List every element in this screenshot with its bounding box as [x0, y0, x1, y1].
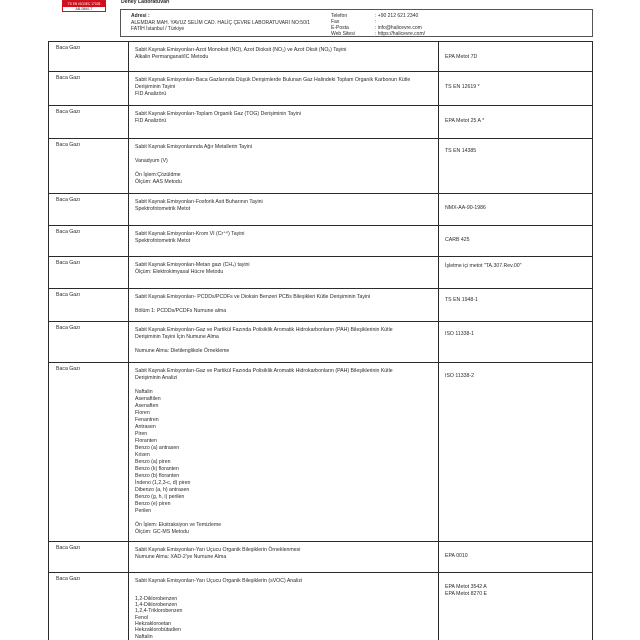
description-line: Benzo (e) piren	[135, 501, 171, 507]
standard-cell	[439, 289, 592, 321]
matrix-cell	[49, 289, 129, 321]
table-row	[49, 194, 592, 226]
table-row	[49, 226, 592, 257]
matrix-label: Baca Gazı	[56, 142, 81, 148]
description-block	[135, 158, 434, 165]
description-block	[135, 111, 434, 125]
table-row	[49, 573, 592, 640]
method-description-cell	[129, 226, 439, 256]
table-row	[49, 139, 592, 194]
description-line: Ön İşlem:Çözüldme	[135, 172, 181, 178]
standard-line: NMX-AA-90-1986	[445, 204, 486, 211]
description-line: Benzo (k) floranten	[135, 466, 179, 472]
description-line: Derişiminin Tayini İçin Numune Alma	[135, 334, 219, 340]
method-description-cell	[129, 42, 439, 71]
address-line-1: ALEMDAR MAH. YAVUZ SELİM CAD. HALİÇ ÇEVRE LABORATUVARI NO:50/1	[131, 20, 311, 26]
description-block	[135, 578, 434, 584]
description-block	[135, 262, 434, 276]
table-row	[49, 363, 592, 542]
description-line: Hekzakloroetan	[135, 620, 172, 627]
description-line: Floranten	[135, 438, 157, 444]
description-line: Vanadyum (V)	[135, 158, 168, 164]
description-line: Numune Alma: Dietilenglikole Örnekleme	[135, 348, 230, 354]
lab-type-title: Deney Laboratuvarı	[121, 0, 170, 5]
standard-line: EPA Metot 7D	[445, 53, 478, 60]
matrix-label: Baca Gazı	[56, 45, 81, 51]
matrix-label: Baca Gazı	[56, 260, 81, 266]
description-block	[135, 522, 434, 536]
matrix-label: Baca Gazı	[56, 109, 81, 115]
description-line: Asenaftilen	[135, 396, 161, 402]
description-line: Perilen	[135, 508, 152, 514]
contact-value-fax: :	[375, 19, 377, 25]
description-block	[135, 308, 434, 315]
accreditation-logo	[62, 0, 106, 12]
standard-line: TS EN 12619 *	[445, 83, 480, 90]
matrix-cell	[49, 257, 129, 288]
description-line: Fenol	[135, 614, 148, 621]
description-line: Ön İşlem: Ekstraksiyon ve Temizleme	[135, 522, 222, 528]
description-line: Sabit Kaynak Emisyonları-Yarı Uçucu Organik Bileşiklerin Örneklenmesi	[135, 547, 301, 553]
description-line: Spektrofotometrik Metot	[135, 206, 191, 212]
standard-line: TS EN 14385	[445, 147, 477, 154]
method-description-cell	[129, 322, 439, 362]
matrix-cell	[49, 542, 129, 572]
method-description-cell	[129, 194, 439, 225]
address-line-2: FATİH İstanbul / Türkiye	[131, 26, 185, 32]
description-line: Sabit Kaynak Emisyonları-Gaz ve Partikül Fazında Polisiklik Aromatik Hidrokarbonların (PAH) Bileşiklerinin Kütle	[135, 327, 393, 333]
description-line: Antrasen	[135, 424, 156, 430]
standard-line: ISO 11338-1	[445, 330, 475, 337]
standard-line: EPA Metot 8270 E	[445, 590, 488, 597]
standard-cell	[439, 322, 592, 362]
matrix-label: Baca Gazı	[56, 366, 81, 372]
standard-cell	[439, 72, 592, 105]
description-line: Sabit Kaynak Emisyonları-Toplam Organik Gaz (TOG) Derişiminin Tayini	[135, 111, 301, 117]
description-block	[135, 596, 434, 640]
table-row	[49, 72, 592, 106]
matrix-label: Baca Gazı	[56, 197, 81, 203]
method-description-cell	[129, 542, 439, 572]
standard-line: TS EN 1948-1	[445, 296, 478, 303]
standard-cell	[439, 42, 592, 71]
standard-cell	[439, 257, 592, 288]
table-row	[49, 257, 592, 289]
contact-value-website: : https://halicevre.com/	[375, 31, 426, 37]
description-line: Sabit Kaynak Emisyonları-Azot Monoksit (NO), Azot Dioksit (NO₂) ve Azot Oksit (NOₓ) Tayini	[135, 47, 347, 53]
matrix-cell	[49, 226, 129, 256]
contact-label-fax: Fax	[331, 19, 340, 25]
description-block	[135, 294, 434, 301]
table-row	[49, 42, 592, 72]
description-line: Ölçüm: Elektrokimyasal Hücre Metodu	[135, 269, 224, 275]
description-block	[135, 172, 434, 186]
standard-line: EPA Metot 3542 A	[445, 583, 487, 590]
method-description-cell	[129, 106, 439, 138]
matrix-label: Baca Gazı	[56, 229, 81, 235]
standard-line: EPA 0010	[445, 552, 468, 559]
matrix-cell	[49, 72, 129, 105]
description-line: 1,4-Diklorobenzen	[135, 602, 178, 609]
description-line: Ölçüm: AAS Metodu	[135, 179, 182, 185]
description-line: Fenantren	[135, 417, 159, 423]
contact-label-website: Web Sitesi	[331, 31, 355, 37]
description-line: FID Analizörü	[135, 91, 167, 97]
logo-accreditation-standard: TS EN ISO/IEC 17025	[63, 1, 105, 7]
method-description-cell	[129, 363, 439, 541]
description-line: Sabit Kaynak Emisyonları-Metan gazı (CH₄) tayini	[135, 262, 250, 268]
logo-accreditation-number: AB-0860-T	[75, 7, 93, 11]
address-label: Adresi :	[131, 13, 150, 19]
description-line: Floren	[135, 410, 150, 416]
matrix-label: Baca Gazı	[56, 292, 81, 298]
standard-cell	[439, 542, 592, 572]
contact-label-phone: Telefon	[331, 13, 348, 19]
matrix-cell	[49, 139, 129, 193]
method-description-cell	[129, 573, 439, 640]
table-row	[49, 106, 592, 139]
method-description-cell	[129, 289, 439, 321]
description-line: Sabit Kaynak Emisyonlarında Ağır Metallerin Tayini	[135, 144, 252, 150]
lab-info-box	[120, 9, 593, 37]
matrix-cell	[49, 42, 129, 71]
description-block	[135, 144, 434, 151]
standard-cell	[439, 106, 592, 138]
matrix-cell	[49, 573, 129, 640]
standard-cell	[439, 226, 592, 256]
matrix-cell	[49, 194, 129, 225]
contact-label-email: E-Posta	[331, 25, 349, 31]
description-block	[135, 47, 434, 61]
description-block	[135, 389, 434, 515]
description-line: Sabit Kaynak Emisyonları-Gaz ve Partikül Fazında Polisiklik Aromatik Hidrokarbonların (PAH) Bileşiklerinin Kütle	[135, 368, 393, 374]
contact-value-email: : info@halicevre.com	[375, 25, 422, 31]
method-description-cell	[129, 257, 439, 288]
description-block	[135, 231, 434, 245]
description-line: Derişiminin Analizi	[135, 375, 178, 381]
description-line: Krisen	[135, 452, 150, 458]
description-line: Naftalin	[135, 633, 153, 640]
standard-cell	[439, 194, 592, 225]
description-line: Naftalin	[135, 389, 153, 395]
description-line: Benzo (g, h, i) perilen	[135, 494, 185, 500]
description-line: Asenaften	[135, 403, 159, 409]
description-line: Ölçüm: GC-MS Metodu	[135, 529, 189, 535]
description-line: Hekzaklorobütadien	[135, 627, 181, 634]
description-line: Dibenzo (a, h) antrasen	[135, 487, 190, 493]
scope-table	[48, 41, 593, 640]
method-description-cell	[129, 72, 439, 105]
description-block	[135, 77, 434, 98]
standard-cell	[439, 139, 592, 193]
standard-line: İşletme içi metot "TA.307.Rev.00"	[445, 262, 522, 269]
table-row	[49, 322, 592, 363]
method-description-cell	[129, 139, 439, 193]
standard-cell	[439, 573, 592, 640]
description-block	[135, 327, 434, 341]
matrix-label: Baca Gazı	[56, 545, 81, 551]
description-block	[135, 368, 434, 382]
matrix-cell	[49, 322, 129, 362]
description-block	[135, 199, 434, 213]
description-line: Piren	[135, 431, 148, 437]
description-line: Sabit Kaynak Emisyonları-Fosforik Asit Buharının Tayini	[135, 199, 263, 205]
description-line: Sabit Kaynak Emisyonları-Krom VI (Cr⁺⁶) Tayini	[135, 231, 245, 237]
standard-line: EPA Metot 25 A *	[445, 117, 485, 124]
standard-line: ISO 11338-2	[445, 372, 475, 379]
description-line: FID Analizörü	[135, 118, 167, 124]
contact-value-phone: : +90 212 621 2340	[375, 13, 419, 19]
table-row	[49, 542, 592, 573]
description-line: Benzo (b) floranten	[135, 473, 180, 479]
matrix-label: Baca Gazı	[56, 75, 81, 81]
matrix-label: Baca Gazı	[56, 576, 81, 582]
description-line: Sabit Kaynak Emisyonları-Yarı Uçucu Organik Bileşiklerin (sVOC) Analizi	[135, 578, 303, 584]
standard-cell	[439, 363, 592, 541]
table-row	[49, 289, 592, 322]
matrix-label: Baca Gazı	[56, 325, 81, 331]
standard-line: CARB 425	[445, 236, 470, 243]
description-line: Alkalin Permanganat/IC Metodu	[135, 54, 209, 60]
description-line: Numune Alma: XAD-2'ye Numune Alma	[135, 554, 227, 560]
description-line: Bölüm 1: PCDDs/PCDFs Numune alma	[135, 308, 227, 314]
description-line: Sabit Kaynak Emisyonları-Baca Gazlarında Düşük Derişimlerde Bulunan Gaz Halindeki Toplam Organik Karbonun Kütle	[135, 77, 411, 83]
description-line: Spektrofotometrik Metot	[135, 238, 191, 244]
description-line: 1,2-Diklorobenzen	[135, 595, 178, 602]
description-line: Benzo (a) antrasen	[135, 445, 180, 451]
description-line: İndeno (1,2,3-c, d) piren	[135, 480, 191, 486]
description-line: Derişiminin Tayini	[135, 84, 176, 90]
description-block	[135, 547, 434, 561]
description-line: 1,2,4-Triklorobenzen	[135, 608, 183, 615]
description-line: Benzo (a) piren	[135, 459, 171, 465]
matrix-cell	[49, 363, 129, 541]
description-line: Sabit Kaynak Emisyonları- PCDDs/PCDFs ve Dioksin Benzeri PCBs Bileşikleri Kütle Derişiminin Tayini	[135, 294, 371, 300]
description-block	[135, 348, 434, 355]
matrix-cell	[49, 106, 129, 138]
